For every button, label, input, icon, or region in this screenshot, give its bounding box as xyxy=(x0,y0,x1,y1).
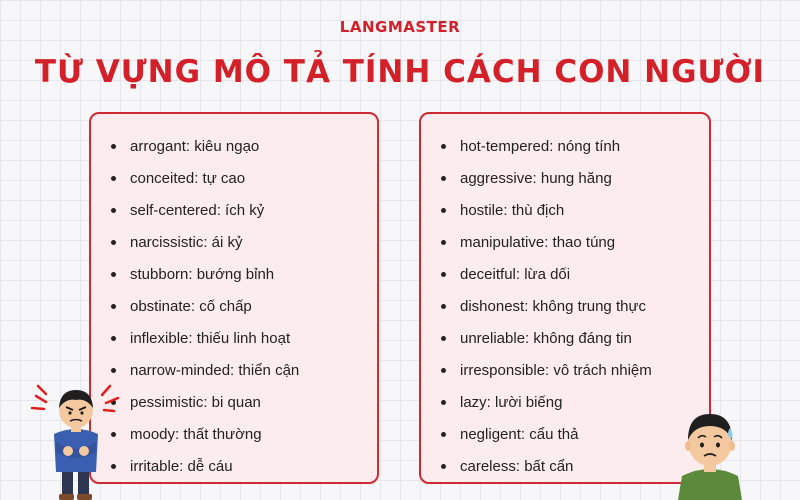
page-title: TỪ VỰNG MÔ TẢ TÍNH CÁCH CON NGƯỜI xyxy=(34,54,766,90)
vocab-item: narrow-minded: thiển cận xyxy=(111,354,377,386)
worried-man-illustration xyxy=(672,400,748,500)
vocab-card-left xyxy=(89,112,379,484)
vocab-item: irresponsible: vô trách nhiệm xyxy=(441,354,709,386)
vocab-item: manipulative: thao túng xyxy=(441,226,709,258)
vocab-item: inflexible: thiếu linh hoạt xyxy=(111,322,377,354)
vocab-item: careless: bất cẩn xyxy=(441,450,709,482)
vocab-item: self-centered: ích kỷ xyxy=(111,194,377,226)
vocab-item: arrogant: kiêu ngạo xyxy=(111,130,377,162)
vocab-card-right xyxy=(419,112,711,484)
vocab-item: moody: thất thường xyxy=(111,418,377,450)
vocab-item: narcissistic: ái kỷ xyxy=(111,226,377,258)
vocab-item: pessimistic: bi quan xyxy=(111,386,377,418)
vocab-item: aggressive: hung hăng xyxy=(441,162,709,194)
vocab-item: conceited: tự cao xyxy=(111,162,377,194)
vocab-list-left xyxy=(91,114,377,482)
vocab-item: hot-tempered: nóng tính xyxy=(441,130,709,162)
vocab-item: dishonest: không trung thực xyxy=(441,290,709,322)
vocab-item: negligent: cẩu thả xyxy=(441,418,709,450)
vocab-item: unreliable: không đáng tin xyxy=(441,322,709,354)
vocab-item: lazy: lười biếng xyxy=(441,386,709,418)
angry-man-illustration xyxy=(26,372,126,500)
vocab-item: irritable: dễ cáu xyxy=(111,450,377,482)
vocab-list-right xyxy=(421,114,709,482)
vocab-item: obstinate: cố chấp xyxy=(111,290,377,322)
vocab-item: stubborn: bướng bỉnh xyxy=(111,258,377,290)
vocab-item: deceitful: lừa dối xyxy=(441,258,709,290)
vocab-item: hostile: thù địch xyxy=(441,194,709,226)
brand-logo: LANGMASTER xyxy=(339,18,461,36)
